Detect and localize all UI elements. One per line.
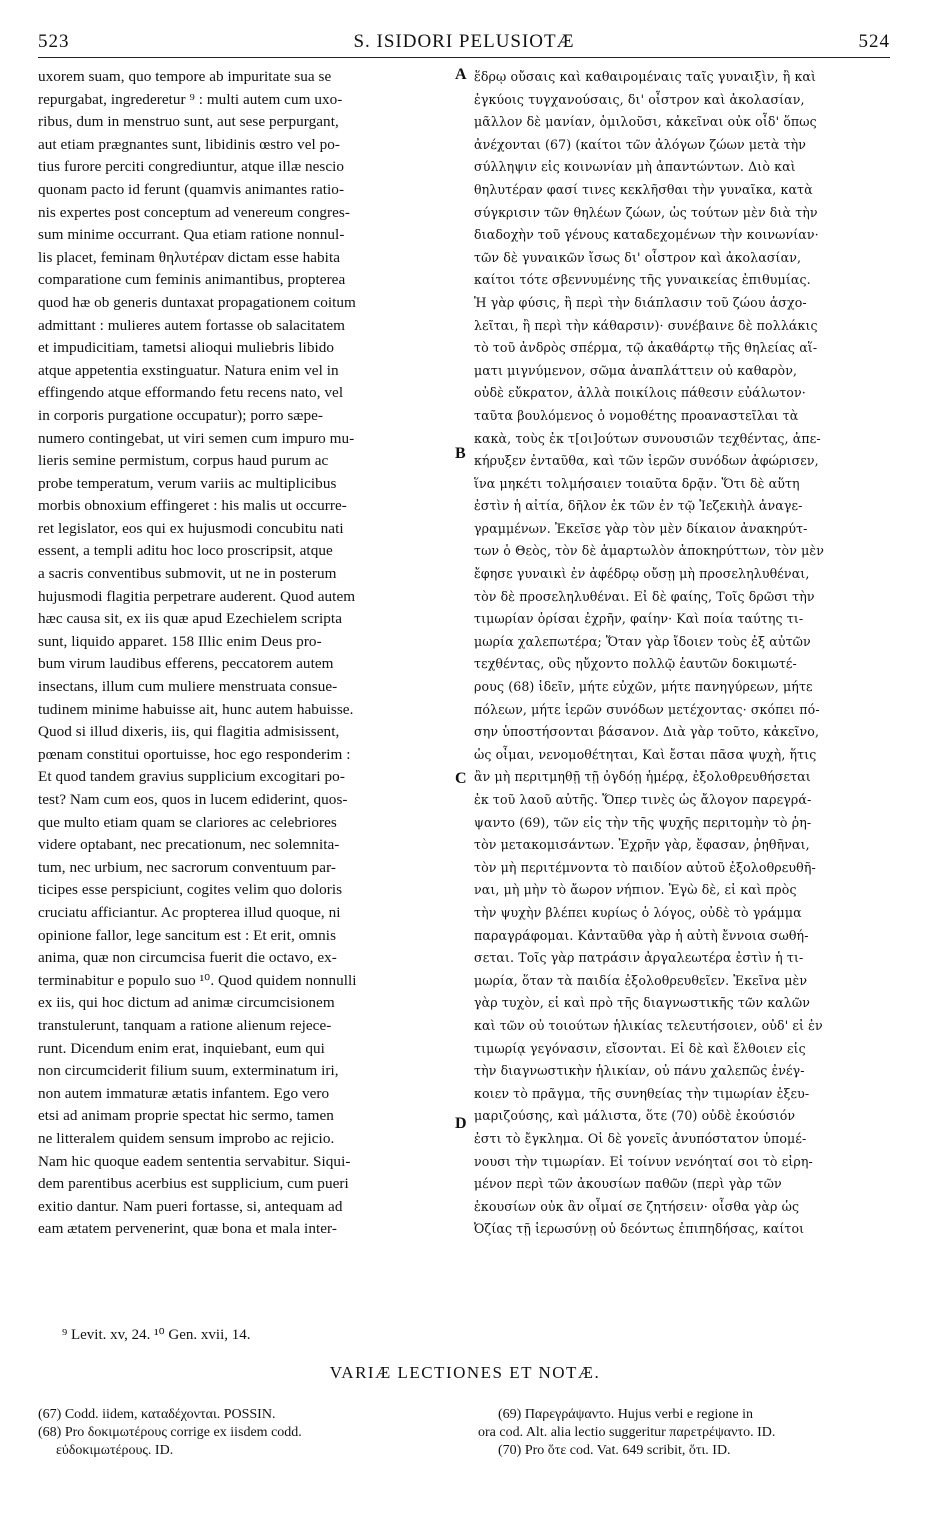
text-line: videre optabant, nec precationum, nec solemnita- — [38, 836, 340, 854]
text-line: quod hæ ob generis duntaxat propagationem coitum — [38, 293, 356, 311]
text-line: ἐστι τὸ ἔγκλημα. Οἱ δὲ γονεῖς ἀνυπόστατον ὑπομέ- — [474, 1130, 807, 1146]
text-line: ἔφησε γυναικὶ ἐν ἀφέδρῳ οὔσῃ μὴ προσεληλυθέναι, — [474, 566, 810, 582]
text-line: ὡς οἶμαι, νενομοθέτηται, Καὶ ἔσται πᾶσα ψυχὴ, ἥτις — [474, 746, 817, 762]
text-line: tius furore perciti congrediuntur, atque illæ nescio — [38, 158, 345, 176]
text-line: μωρία χαλεπωτέρα; Ὅταν γὰρ ἴδοιεν τοὺς ἐξ αὐτῶν — [474, 633, 811, 649]
text-line: ticipes esse perspiciunt, cogites velim quo doloris — [38, 881, 343, 899]
text-line: anima, quæ non circumcisa fuerit die octavo, ex- — [38, 949, 337, 967]
text-line: effingendo atque efformando fetu recens nato, vel — [38, 384, 344, 402]
text-line: ἐστὶν ἡ αἰτία, δῆλον ἐκ τῶν ἐν τῷ Ἰεζεκιὴλ ἀναγε- — [474, 498, 803, 514]
text-line: ret legislator, eos qui ex hujusmodi concubitu nati — [38, 519, 344, 537]
text-line: γραμμένων. Ἐκεῖσε γὰρ τὸν μὲν δίκαιον ἀνακηρύτ- — [474, 520, 808, 536]
text-line: repurgabat, ingrederetur ⁹ : multi autem cum uxo- — [38, 90, 343, 108]
note-line: (69) Παρεγράψαντο. Hujus verbi e regione in — [498, 1407, 753, 1422]
text-line: ribus, dum in menstruo sunt, aut sese perpurgant, — [38, 113, 339, 131]
text-line: lis placet, feminam θηλυτέραν dictam esse habita — [38, 248, 341, 266]
text-line: aut etiam prægnantes sunt, libidinis œstro vel po- — [38, 135, 340, 153]
text-line: σύγκρισιν τῶν θηλέων ζώων, ὡς τούτων μὲν διὰ τὴν — [474, 204, 818, 220]
text-line: morbis obnoxium effingeret : his malis ut occurre- — [38, 497, 347, 515]
text-line: γὰρ τυχὸν, εἰ καὶ πρὸ τῆς διαγνωστικῆς τῶν καλῶν — [474, 995, 810, 1011]
text-line: bum virum laudibus efferens, peccatorem autem — [38, 655, 334, 673]
text-line: οὐδὲ εὔκρατον, ἀλλὰ ποικίλοις πάθεσιν εὐάλωτον· — [474, 385, 806, 401]
text-line: quonam pacto id ferunt (quamvis animantes ratio- — [38, 180, 345, 198]
note-line: ora cod. Alt. alia lectio suggeritur παρετρέψαντο. ID. — [478, 1425, 776, 1440]
text-line: Quod si illud dixeris, iis, qui flagitia admisissent, — [38, 723, 340, 741]
text-line: ἑκουσίων οὐκ ἂν οἶμαί σε ζητήσειν· οἶσθα γὰρ ὡς — [474, 1198, 800, 1214]
text-line: διαδοχὴν τοῦ γένους καταδεχομένων τὴν κοινωνίαν· — [474, 227, 819, 243]
text-line: ex iis, qui hoc dictum ad animæ circumcisionem — [38, 994, 335, 1012]
text-line: λεῖται, ἢ περὶ τὴν κάθαρσιν)· συνέβαινε δὲ πολλάκις — [474, 317, 818, 333]
note-line: (68) Pro δοκιμωτέρους corrige ex iisdem codd. — [38, 1425, 302, 1440]
margin-letter-c: C — [455, 770, 467, 787]
margin-letter-d: D — [455, 1115, 467, 1132]
footnotes: ⁹ Levit. xv, 24. ¹⁰ Gen. xvii, 14. — [62, 1327, 251, 1343]
text-line: lieris semine permistum, corpus haud purum ac — [38, 452, 329, 470]
text-line: θηλυτέραν φασί τινες κεκλῆσθαι τὴν γυναῖκα, κατὰ — [474, 181, 813, 197]
text-line: σύλληψιν εἰς κοινωνίαν μὴ ἀπαντώντων. Διὸ καὶ — [474, 159, 796, 175]
right-page-number: 524 — [858, 31, 890, 52]
text-line: σεται. Τοῖς γὰρ πατράσιν ἀργαλεωτέρα ἐστὶν ἡ τι- — [474, 950, 804, 966]
text-line: que multo etiam quam se clariores ac celebriores — [38, 813, 337, 831]
notes-right-column — [478, 1406, 888, 1460]
text-line: non circumciderit filium suum, exterminatum iri, — [38, 1062, 339, 1080]
text-line: test? Nam cum eos, quos in lucem ediderint, quos- — [38, 791, 348, 808]
text-line: exitio dantur. Nam pueri fortasse, si, antequam ad — [38, 1197, 343, 1215]
running-header — [38, 31, 890, 58]
text-line: transtulerunt, tanquam a ratione alienum rejece- — [38, 1016, 332, 1034]
text-line: ταῦτα βουλόμενος ὁ νομοθέτης προαναστεῖλαι τὰ — [474, 407, 799, 423]
text-line: sunt, liquido apparet. 158 Illic enim Deus pro- — [38, 632, 322, 650]
note-line: (70) Pro ὅτε cod. Vat. 649 scribit, ὅτι. ID. — [498, 1443, 731, 1458]
left-page-number: 523 — [38, 31, 70, 52]
text-line: insectans, illum cum muliere menstruata consue- — [38, 678, 338, 696]
text-line: ἀνέχονται (67) (καίτοι τῶν ἀλόγων ζώων μετὰ τὴν — [474, 136, 807, 152]
text-line: μένον περὶ τῶν ἀκουσίων παθῶν (περὶ γὰρ τῶν — [474, 1176, 782, 1192]
text-line: πόλεων, μήτε ἱερῶν συνόδων μετέχοντας· σκόπει πό- — [474, 701, 820, 717]
text-line: ναι, μὴ μὴν τὸ ἄωρον νήπιον. Ἐγὼ δὲ, εἰ καὶ πρὸς — [474, 882, 797, 898]
text-line: ματι μιγνύμενον, σῶμα ἀναπλάττειν οὐ καθαρὸν, — [474, 362, 798, 378]
text-line: hæc causa sit, ex iis quæ apud Ezechielem scripta — [38, 610, 342, 628]
text-line: et impudicitiam, tametsi alioqui muliebris libido — [38, 339, 335, 357]
text-line: hujusmodi flagitia perpetrare auderent. Quod autem — [38, 587, 356, 605]
text-line: τὴν ψυχὴν βλέπει κυρίως ὁ λόγος, οὐδὲ τὸ γράμμα — [474, 904, 802, 920]
text-line: ρους (68) ἰδεῖν, μήτε εὐχῶν, μήτε πανηγύρεων, μήτε — [474, 679, 813, 695]
text-line: τὸ τοῦ ἀνδρὸς σπέρμα, τῷ ἀκαθάρτῳ τῆς θηλείας αἵ- — [474, 340, 818, 356]
text-line: καίτοι τότε σβεννυμένης τῆς γυναικείας ἐπιθυμίας. — [474, 272, 811, 288]
text-line: τὴν διαγνωστικὴν ἡλικίαν, οὐ πάνυ χαλεπῶς ἐνέγ- — [474, 1063, 805, 1079]
note-line: (67) Codd. iidem, καταδέχονται. POSSIN. — [38, 1407, 276, 1422]
text-line: non autem immaturæ ætatis infantem. Ego vero — [38, 1084, 330, 1102]
text-line: numero contingebat, ut viri semen cum impuro mu- — [38, 429, 355, 447]
text-line: ἐγκύοις τυγχανούσαις, δι' οἶστρον καὶ ἀκολασίαν, — [474, 91, 805, 107]
text-line: Nam hic quoque eadem sententia servabitur. Siqui- — [38, 1152, 351, 1170]
text-line: τῶν δὲ γυναικῶν ἴσως δι' οἶστρον καὶ ἀκολασίαν, — [474, 249, 802, 265]
text-line: ἐκ τοῦ λαοῦ αὐτῆς. Ὅπερ τινὲς ὡς ἄλογον παρεγρά- — [474, 792, 812, 807]
greek-column — [474, 66, 886, 1241]
notes-title: VARIÆ LECTIONES ET NOTÆ. — [329, 1363, 601, 1382]
text-line: μᾶλλον δὲ μανίαν, ὁμιλοῦσι, κἀκεῖναι οὐκ οἶδ' ὅπως — [474, 114, 817, 130]
text-line: nis expertes post conceptum ad venereum congres- — [38, 203, 350, 221]
margin-letter-b: B — [455, 445, 466, 462]
text-line: κήρυξεν ἐνταῦθα, καὶ τῶν ἱερῶν συνόδων ἀφώρισεν, — [474, 453, 819, 469]
text-line: κακὰ, τοὺς ἐκ τ[οι]ούτων συνουσιῶν τεχθέντας, ἀπε- — [474, 430, 821, 446]
text-line: essent, a templi aditu hoc loco proscripsit, atque — [38, 542, 333, 560]
text-line: τιμωρίαν ὁρίσαι ἐχρῆν, φαίην· Καὶ ποία ταύτης τι- — [474, 611, 804, 627]
text-line: σην ὑποστήσονται βάσανον. Διὰ γὰρ τοῦτο, κἀκεῖνο, — [474, 724, 820, 740]
text-line: tum, nec urbium, nec sacrorum conventuum par- — [38, 858, 337, 876]
text-line: ἕδρῳ οὔσαις καὶ καθαιρομέναις ταῖς γυναιξὶν, ἢ καὶ — [474, 69, 817, 84]
text-line: νουσι τὴν τιμωρίαν. Εἰ τοίνυν νενόηταί σοι τὸ εἰρη- — [474, 1153, 813, 1169]
text-line: μαριζούσης, καὶ μάλιστα, ὅτε (70) οὐδὲ ἑκούσιόν — [474, 1108, 796, 1124]
text-line: μωρία, ὅταν τὰ παιδία ἐξολοθρευθεῖεν. Ἐκεῖνα μὲν — [474, 972, 808, 988]
text-line: atque appetentia exstinguatur. Natura enim vel in — [38, 361, 339, 379]
text-line: τεχθέντας, οὓς ηὔχοντο πολλῷ ἑαυτῶν δοκιμωτέ- — [474, 656, 797, 672]
text-line: comparatione cum feminis animantibus, propterea — [38, 271, 346, 289]
text-line: etsi ad animam proprie spectat hic sermo, tamen — [38, 1107, 334, 1125]
text-line: cruciatu afficiantur. Ac propterea illud quoque, ni — [38, 903, 341, 921]
text-line: καὶ τῶν οὐ τοιούτων ἡλικίας τελευτήσοιεν, οὐδ' εἰ ἐν — [474, 1017, 823, 1033]
text-line: Ἡ γὰρ φύσις, ἢ περὶ τὴν διάπλασιν τοῦ ζώου ἀσχο- — [474, 294, 807, 310]
notes-left-column — [38, 1406, 458, 1460]
text-line: admittant : mulieres autem fortasse ob salacitatem — [38, 316, 345, 334]
text-line: Et quod tandem gravius supplicium excogitari po- — [38, 768, 345, 786]
text-line: pœnam constitui oportuisse, hoc ego responderim : — [38, 745, 351, 763]
text-line: runt. Dicendum enim erat, inquiebant, eum qui — [38, 1039, 325, 1057]
text-line: ἂν μὴ περιτμηθῇ τῇ ὀγδόῃ ἡμέρᾳ, ἐξολοθρευθήσεται — [474, 769, 811, 785]
text-line: ψαντο (69), τῶν εἰς τὴν τῆς ψυχῆς περιτομὴν τὸ ῥη- — [474, 814, 812, 830]
text-line: probe temperatum, verum variis ac multiplicibus — [38, 474, 337, 492]
text-line: dem parentibus acerbius est supplicium, cum pueri — [38, 1175, 349, 1193]
text-line: ne litteralem quidem sensum improbo ac rejicio. — [38, 1129, 335, 1147]
text-line: των ὁ Θεὸς, τὸν δὲ ἁμαρτωλὸν ἀποκηρύττων, τὸν μὲν — [474, 543, 824, 559]
text-line: opinione fallor, lege sancitum est : Et erit, omnis — [38, 926, 337, 944]
text-line: in corporis purgatione occupatur); porro sæpe- — [38, 406, 324, 424]
text-line: terminabitur e populo suo ¹⁰. Quod quidem nonnulli — [38, 971, 357, 989]
text-line: τὸν μὴ περιτέμνοντα τὸ παιδίον αὐτοῦ ἐξολοθρευθῆ- — [474, 859, 816, 875]
text-line: eam ætatem pervenerint, quæ bona et mala inter- — [38, 1220, 337, 1238]
text-line: a sacris conventibus submovit, ut ne in posterum — [38, 565, 337, 583]
text-line: Ὀζίας τῇ ἱερωσύνῃ οὐ δεόντως ἐπιπηδήσας, καίτοι — [474, 1221, 805, 1237]
text-line: παραγράφομαι. Κἀνταῦθα γὰρ ἡ αὐτὴ ἔννοια σωθή- — [474, 927, 809, 943]
text-line: τὸν δὲ προσεληλυθέναι. Εἰ δὲ φαίης, Τοῖς δρῶσι τὴν — [474, 588, 815, 604]
text-line: κοιεν τὸ πρᾶγμα, τῆς συνηθείας τὴν τιμωρίαν ἐξευ- — [474, 1085, 810, 1101]
note-line: εὐδοκιμωτέρους. ID. — [56, 1443, 174, 1458]
text-line: ἵνα μηκέτι τολμήσαιεν τοιαῦτα δρᾷν. Ὅτι δὲ αὕτη — [474, 475, 800, 491]
text-line: uxorem suam, quo tempore ab impuritate sua se — [38, 68, 332, 85]
text-line: tudinem minime habuisse ait, hunc autem habuisse. — [38, 700, 354, 718]
page-title: S. ISIDORI PELUSIOTÆ — [353, 31, 575, 52]
margin-letter-a: A — [455, 66, 467, 83]
text-line: τιμωρίᾳ γεγόνασιν, εἴσονται. Εἰ δὲ καὶ ἔλθοιεν εἰς — [474, 1040, 806, 1056]
latin-column — [38, 66, 450, 1241]
text-line: sum minime occurrant. Qua etiam ratione nonnul- — [38, 226, 345, 244]
text-line: τὸν μετακομισάντων. Ἐχρῆν γὰρ, ἔφασαν, ῥηθῆναι, — [474, 837, 810, 853]
